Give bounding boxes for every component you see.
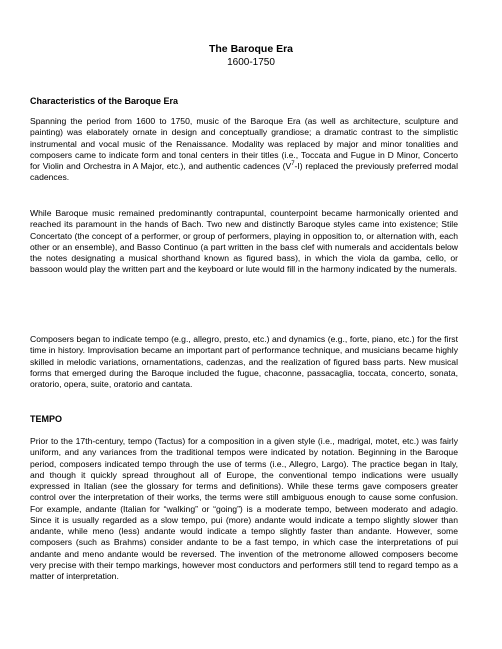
- superscript-seven: 7: [291, 161, 295, 168]
- section-heading-characteristics: Characteristics of the Baroque Era: [30, 96, 179, 106]
- paragraph-text: Spanning the period from 1600 to 1750, music of the Baroque Era (as well as architecture, sculpture and painting) was elaborately ornate in design and conceptually grandiose; a dramatic contrast to the simplistic instrumental and vocal music of the Renaissance. Modality was replaced by major and minor tonalities and composers came to indicate form and tonal centers in their titles (i.e., Toccata and Fugue in D Minor, Concerto for Violin and Orchestra in A Major, etc.), and authentic cadences (V: [30, 116, 458, 171]
- document-title: The Baroque Era: [208, 43, 294, 55]
- paragraph-characteristics-2: While Baroque music remained predominantly contrapuntal, counterpoint became harmonically oriented and reached its paramount in the hands of Bach. Two new and distinctly Baroque styles came into existence; Stile Concertato (the concept of a performer, or group of performers, playing in opposition to, or alternation with, each other or an ensemble), and Basso Continuo (a part written in the bass clef with numerals and accidentals below the notes designating a musical shorthand known as figured bass), in which the viola da gamba, cello, or bassoon would play the written part and the keyboard or lute would fill in the harmony indicated by the numerals.: [30, 208, 458, 275]
- section-heading-tempo: TEMPO: [30, 414, 63, 424]
- document-subtitle: 1600-1750: [227, 57, 275, 68]
- paragraph-text-continued: -I) replaced the previously preferred modal cadences.: [30, 161, 458, 183]
- paragraph-characteristics-1: [30, 116, 458, 184]
- paragraph-characteristics-3: Composers began to indicate tempo (e.g., allegro, presto, etc.) and dynamics (e.g., forte, piano, etc.) for the first time in history. Improvisation became an important part of performance technique, and musicians became highly skilled in melodic variations, ornamentations, cadenzas, and the realization of figured bass parts. New musical forms that emerged during the Baroque included the fugue, chaconne, passacaglia, toccata, concerto, sonata, oratorio, opera, suite, oratorio and cantata.: [30, 334, 458, 389]
- paragraph-tempo: Prior to the 17th-century, tempo (Tactus) for a composition in a given style (i.e., madrigal, motet, etc.) was fairly uniform, and any variances from the traditional tempos were indicated by notation. Beginning in the Baroque period, composers indicated tempo through the use of terms (i.e., Allegro, Largo). The practice began in Italy, and though it quickly spread throughout all of Europe, the conventional tempo indications were usually expressed in Italian (see the glossary for terms and definitions). While these terms gave composers greater control over the interpretation of their works, the terms were still ambiguous enough to cause some confusion. For example, andante (Italian for “walking” or “going”) is a moderate tempo, between moderato and adagio. Since it is usually regarded as a slow tempo, pui (more) andante would indicate a tempo slightly slower than andante, while meno (less) andante would indicate a tempo slightly faster than andante. However, some composers (such as Brahms) consider andante to be a fast tempo, in which case the interpretations of pui andante and meno andante would be reversed. The invention of the metronome allowed composers become very precise with their tempo markings, however most conductors and performers still tend to regard tempo as a matter of interpretation.: [30, 436, 458, 581]
